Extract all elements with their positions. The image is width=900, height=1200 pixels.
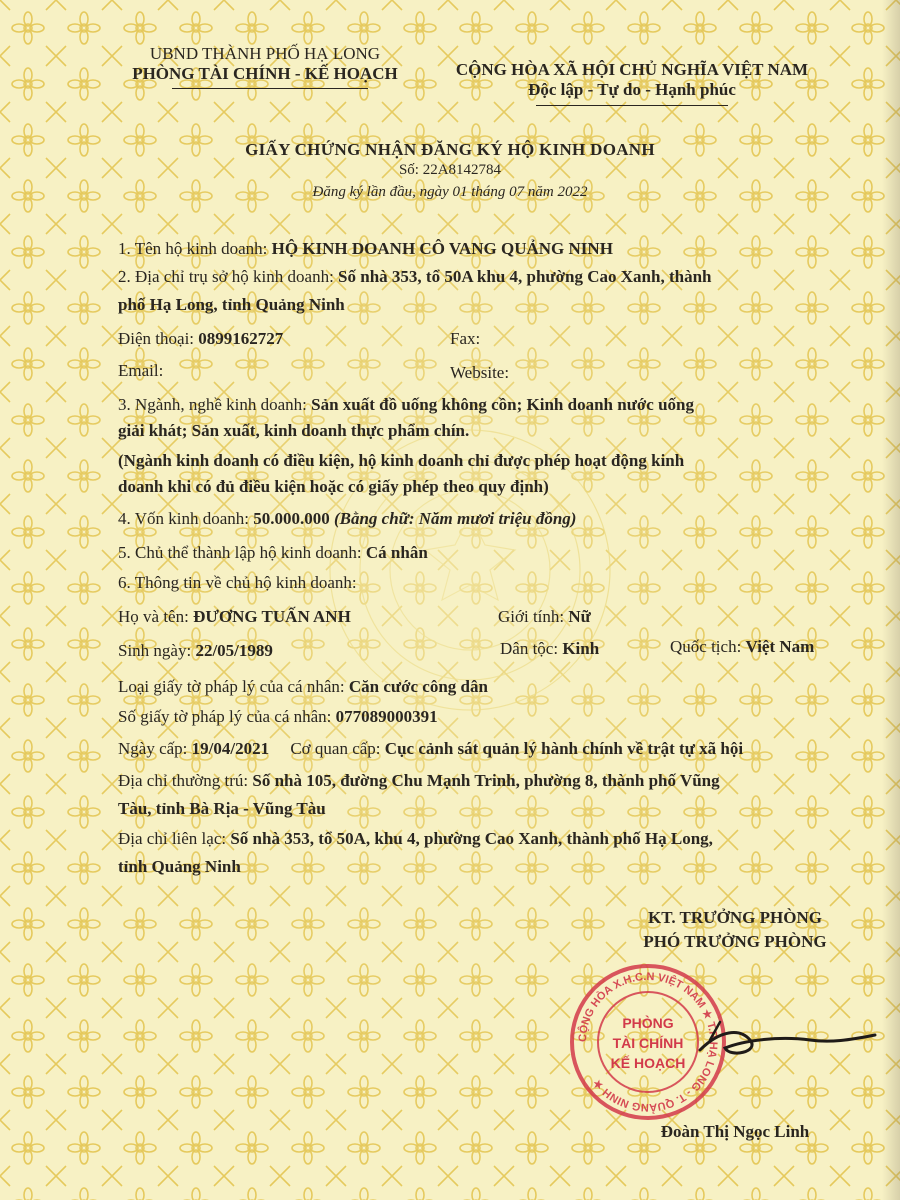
owner-contact — [118, 828, 713, 849]
owner-issue — [118, 738, 743, 759]
item-trade — [118, 394, 694, 415]
owner-dob — [118, 640, 273, 661]
item-address — [118, 266, 712, 287]
trade-value-1: Sản xuất đồ uống không cồn; Kinh doanh nước uống — [311, 395, 695, 414]
doc-type-value: Căn cước công dân — [348, 677, 488, 696]
address-value-1: Số nhà 353, tổ 50A khu 4, phường Cao Xanh, thành — [338, 267, 712, 286]
handwritten-signature — [690, 1010, 880, 1070]
nationality-label: Quốc tịch: — [670, 637, 742, 656]
item-capital — [118, 508, 576, 529]
paper-edge-shadow — [882, 0, 900, 1200]
motto-underline — [536, 105, 728, 106]
phone-label: Điện thoại: — [118, 329, 195, 348]
owner-doc-type — [118, 676, 488, 697]
founder-label: 5. Chủ thể thành lập hộ kinh doanh: — [118, 543, 362, 562]
founder-value: Cá nhân — [365, 543, 428, 562]
issuer-value: Cục cảnh sát quản lý hành chính về trật tự xã hội — [384, 739, 744, 758]
permanent-value-1: Số nhà 105, đường Chu Mạnh Trinh, phường 8, thành phố Vũng — [252, 771, 720, 790]
dob-label: Sinh ngày: — [118, 641, 192, 660]
website-label: Website: — [450, 363, 510, 382]
stamp-ring-text: CỘNG HÒA X.H.C.N VIỆT NAM ★ T.P HẠ LONG - T. QUẢNG NINH ★ — [576, 970, 720, 1114]
capital-label: 4. Vốn kinh doanh: — [118, 509, 249, 528]
certificate-title: GIẤY CHỨNG NHẬN ĐĂNG KÝ HỘ KINH DOANH — [245, 140, 655, 159]
owner-doc-no — [118, 706, 438, 727]
item-founder — [118, 542, 428, 563]
permanent-label: Địa chỉ thường trú: — [118, 771, 249, 790]
stamp-line-3: KẾ HOẠCH — [610, 1055, 686, 1071]
contact-label: Địa chỉ liên lạc: — [118, 829, 227, 848]
capital-value: 50.000.000 — [253, 509, 330, 528]
nation-line-2: Độc lập - Tự do - Hạnh phúc — [528, 80, 736, 99]
nationality-value: Việt Nam — [745, 637, 815, 656]
gender-label: Giới tính: — [498, 607, 565, 626]
item-name — [118, 238, 613, 259]
owner-nationality — [670, 636, 814, 657]
fullname-label: Họ và tên: — [118, 607, 189, 626]
email-label: Email: — [118, 361, 164, 380]
signature-title-1: KT. TRƯỞNG PHÒNG — [648, 908, 822, 927]
owner-fullname — [118, 606, 351, 627]
ethnic-value: Kinh — [562, 639, 600, 658]
registration-date: Đăng ký lần đầu, ngày 01 tháng 07 năm 2022 — [312, 184, 588, 200]
dob-value: 22/05/1989 — [195, 641, 273, 660]
nation-header — [432, 60, 832, 100]
gender-value: Nữ — [568, 607, 591, 626]
doc-no-label: Số giấy tờ pháp lý của cá nhân: — [118, 707, 332, 726]
ethnic-label: Dân tộc: — [500, 639, 559, 658]
signature-title-2: PHÓ TRƯỞNG PHÒNG — [643, 932, 827, 951]
contact-value-1: Số nhà 353, tổ 50A, khu 4, phường Cao Xanh, thành phố Hạ Long, — [230, 829, 713, 848]
fullname-value: ĐƯƠNG TUẤN ANH — [193, 607, 351, 626]
address-value-2: phố Hạ Long, tỉnh Quảng Ninh — [118, 295, 345, 314]
certificate-number: Số: 22A8142784 — [398, 162, 502, 178]
doc-type-label: Loại giấy tờ pháp lý của cá nhân: — [118, 677, 345, 696]
agency-line-1: UBND THÀNH PHỐ HẠ LONG — [149, 44, 381, 63]
issue-date-value: 19/04/2021 — [191, 739, 270, 758]
capital-words: (Bằng chữ: Năm mươi triệu đồng) — [333, 509, 577, 528]
item-phone — [118, 328, 283, 349]
signer-name: Đoàn Thị Ngọc Linh — [660, 1122, 810, 1141]
nation-line-1: CỘNG HÒA XÃ HỘI CHỦ NGHĨA VIỆT NAM — [455, 60, 809, 79]
owner-permanent — [118, 770, 720, 791]
permanent-value-2: Tàu, tỉnh Bà Rịa - Vũng Tàu — [118, 799, 326, 818]
trade-label: 3. Ngành, nghề kinh doanh: — [118, 395, 307, 414]
agency-underline — [172, 88, 368, 89]
contact-value-2: tỉnh Quảng Ninh — [118, 857, 241, 876]
doc-no-value: 077089000391 — [335, 707, 438, 726]
fax-label: Fax: — [450, 329, 481, 348]
stamp-line-1: PHÒNG — [622, 1015, 674, 1031]
phone-value: 0899162727 — [198, 329, 284, 348]
owner-ethnic — [500, 638, 599, 659]
name-value: HỘ KINH DOANH CÔ VANG QUẢNG NINH — [271, 239, 613, 258]
agency-header — [110, 44, 420, 84]
trade-value-2: giải khát; Sản xuất, kinh doanh thực phẩm chín. — [118, 421, 470, 440]
address-label: 2. Địa chỉ trụ sở hộ kinh doanh: — [118, 267, 334, 286]
owner-gender — [498, 606, 591, 627]
issue-date-label: Ngày cấp: — [118, 739, 188, 758]
owner-info-label: 6. Thông tin về chủ hộ kinh doanh: — [118, 573, 357, 592]
trade-condition-1: (Ngành kinh doanh có điều kiện, hộ kinh doanh chỉ được phép hoạt động kinh — [118, 451, 685, 470]
agency-line-2: PHÒNG TÀI CHÍNH - KẾ HOẠCH — [132, 64, 398, 83]
trade-condition-2: doanh khi có đủ điều kiện hoặc có giấy phép theo quy định) — [118, 477, 549, 496]
issuer-label: Cơ quan cấp: — [290, 739, 381, 758]
name-label: 1. Tên hộ kinh doanh: — [118, 239, 268, 258]
stamp-line-2: TÀI CHÍNH — [612, 1035, 684, 1051]
